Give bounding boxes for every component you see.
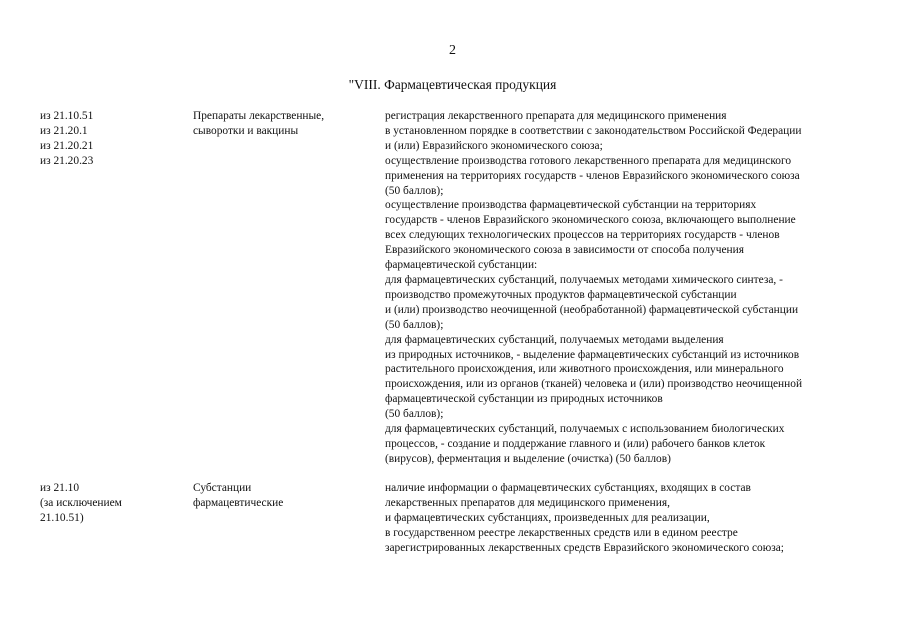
requirement-line: лекарственных препаратов для медицинского применения, xyxy=(385,496,670,509)
requirement-line: государств - членов Евразийского экономического союза, включающего выполнение xyxy=(385,214,796,227)
requirement-line: для фармацевтических субстанций, получаемых методами выделения xyxy=(385,333,724,346)
requirement-line: для фармацевтических субстанций, получаемых методами химического синтеза, - xyxy=(385,273,783,286)
requirement-line: применения на территориях государств - членов Евразийского экономического союза xyxy=(385,169,800,182)
requirement-line: фармацевтической субстанции из природных источников xyxy=(385,393,663,406)
okpd-code: из 21.20.21 xyxy=(40,139,94,152)
product-name-cell xyxy=(193,481,373,511)
okpd-code: из 21.10.51 xyxy=(40,110,94,122)
requirement-line: осуществление производства готового лекарственного препарата для медицинского xyxy=(385,154,792,167)
requirements-cell xyxy=(385,481,885,556)
requirement-line: Евразийского экономического союза в зависимости от способа получения xyxy=(385,244,744,257)
requirement-line: регистрация лекарственного препарата для медицинского применения xyxy=(385,110,727,122)
requirement-line: и (или) производство неочищенной (необработанной) фармацевтической субстанции xyxy=(385,303,799,316)
requirement-line: происхождения, или из органов (тканей) человека и (или) производство неочищенной xyxy=(385,378,803,391)
okpd-code: 21.10.51) xyxy=(40,511,84,524)
okpd-code: из 21.20.23 xyxy=(40,154,94,167)
product-name-line: Субстанции xyxy=(193,482,252,494)
requirement-line: и фармацевтических субстанциях, произведенных для реализации, xyxy=(385,511,710,524)
okpd-code: из 21.10 xyxy=(40,482,80,494)
requirement-line: (50 баллов); xyxy=(385,184,444,197)
requirement-line: и (или) Евразийского экономического союза; xyxy=(385,139,603,152)
requirement-line: в установленном порядке в соответствии с законодательством Российской Федерации xyxy=(385,124,802,137)
requirement-line: фармацевтической субстанции: xyxy=(385,259,538,272)
requirement-line: всех следующих технологических процессов на территориях государств - членов xyxy=(385,229,780,242)
requirement-line: осуществление производства фармацевтической субстанции на территориях xyxy=(385,199,757,212)
product-name-line: Препараты лекарственные, xyxy=(193,110,325,122)
requirement-line: производство промежуточных продуктов фармацевтической субстанции xyxy=(385,288,737,301)
requirement-line: (вирусов), ферментация и выделение (очистка) (50 баллов) xyxy=(385,452,671,465)
requirement-line: из природных источников, - выделение фармацевтических субстанций из источников xyxy=(385,348,800,361)
requirement-line: (50 баллов); xyxy=(385,318,444,331)
requirement-line: процессов, - создание и поддержание главного и (или) рабочего банков клеток xyxy=(385,437,766,450)
product-name-line: сыворотки и вакцины xyxy=(193,124,299,137)
okpd-code: (за исключением xyxy=(40,496,122,509)
requirement-line: наличие информации о фармацевтических субстанциях, входящих в состав xyxy=(385,482,751,494)
product-name-cell xyxy=(193,109,373,139)
okpd-codes-cell xyxy=(40,109,180,169)
requirement-line: (50 баллов); xyxy=(385,408,444,421)
product-name-line: фармацевтические xyxy=(193,496,284,509)
okpd-codes-cell xyxy=(40,481,180,526)
requirement-line: растительного происхождения, или животного происхождения, или минерального xyxy=(385,363,784,376)
requirement-line: зарегистрированных лекарственных средств Евразийского экономического союза; xyxy=(385,541,784,554)
requirements-cell xyxy=(385,109,885,467)
page-number: 2 xyxy=(449,43,456,58)
requirement-line: для фармацевтических субстанций, получаемых с использованием биологических xyxy=(385,423,785,436)
requirement-line: в государственном реестре лекарственных средств или в едином реестре xyxy=(385,526,738,539)
okpd-code: из 21.20.1 xyxy=(40,124,88,137)
section-title: "VIII. Фармацевтическая продукция xyxy=(348,77,557,92)
